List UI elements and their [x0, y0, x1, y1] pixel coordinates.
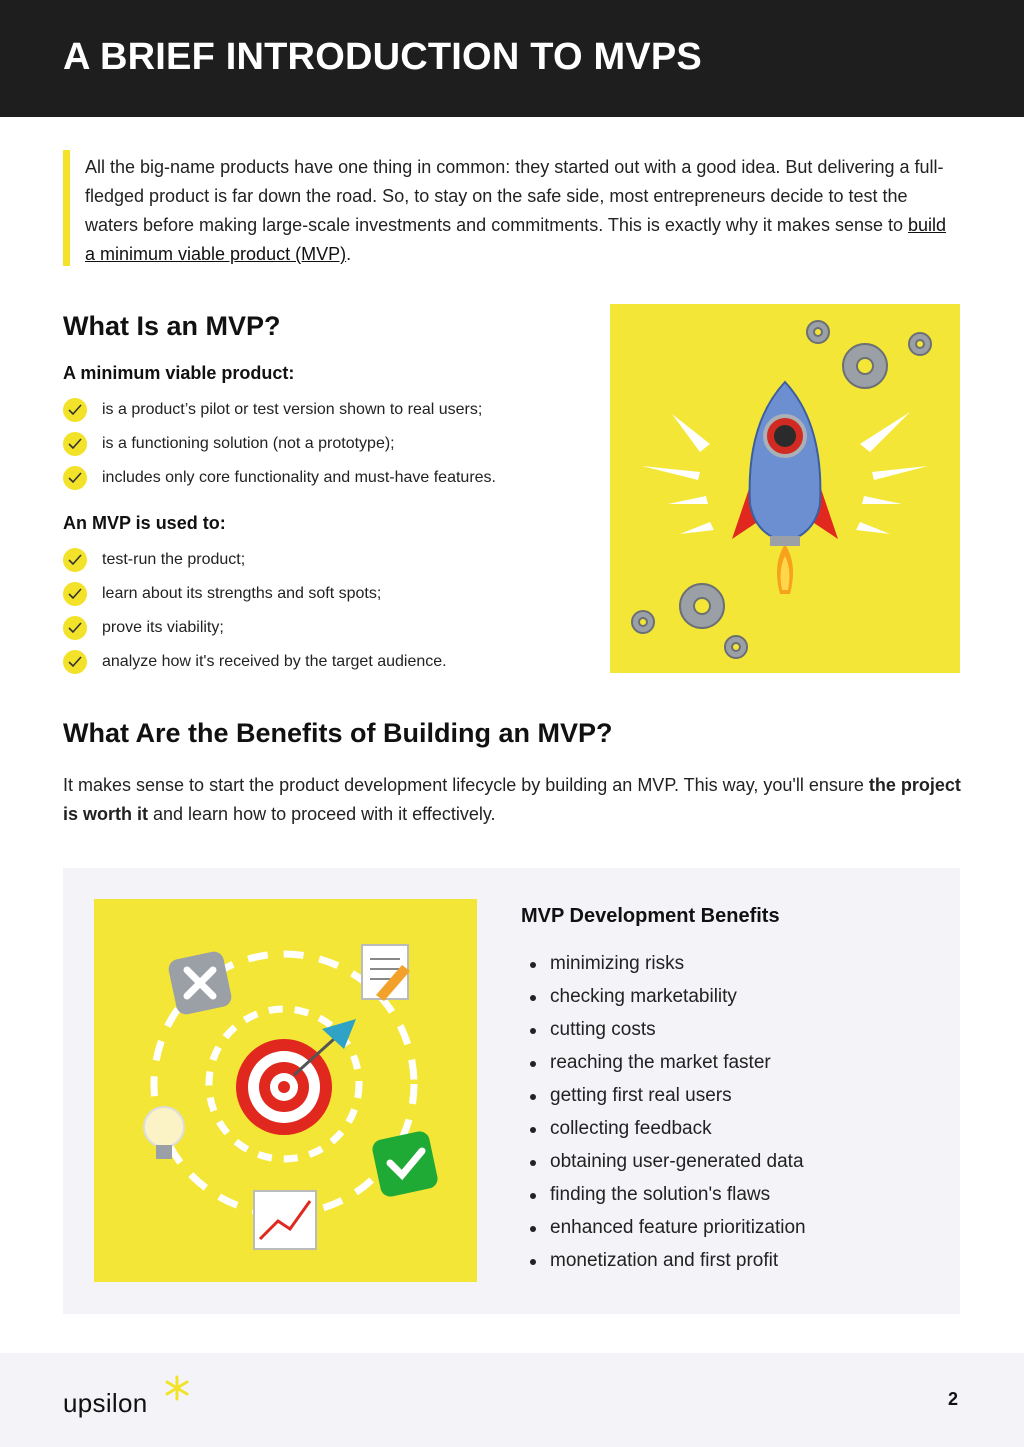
checkmark-icon [63, 548, 87, 572]
benefits-text-end: and learn how to proceed with it effectively. [148, 804, 496, 824]
checkmark-icon [63, 650, 87, 674]
checkmark-icon [63, 432, 87, 456]
list-item: enhanced feature prioritization [521, 1214, 806, 1247]
list-item [63, 581, 447, 615]
memo-icon [362, 945, 410, 1001]
list-item: minimizing risks [521, 950, 806, 983]
list-item: monetization and first profit [521, 1247, 806, 1280]
list-item-text: is a product’s pilot or test version shown to real users; [102, 401, 483, 418]
list-item-text: includes only core functionality and must-have features. [102, 469, 496, 486]
list-item: obtaining user-generated data [521, 1148, 806, 1181]
benefits-heading: What Are the Benefits of Building an MVP? [63, 718, 613, 748]
list-item-text: learn about its strengths and soft spots; [102, 585, 382, 602]
checkmark-icon [63, 582, 87, 606]
page-footer [0, 1353, 1024, 1447]
benefits-paragraph [63, 771, 963, 829]
definition-title: A minimum viable product: [63, 363, 295, 383]
checkmark-icon [63, 466, 87, 490]
rocket-illustration [610, 304, 960, 673]
benefits-panel [63, 868, 960, 1314]
what-heading: What Is an MVP? [63, 311, 281, 341]
rocket-icon [732, 382, 838, 594]
check-mark-icon [371, 1130, 440, 1199]
mvp-link[interactable]: build a minimum viable product (MVP) [85, 215, 947, 264]
accent-bar [63, 150, 70, 266]
list-item [63, 547, 447, 581]
list-item-text: prove its viability; [102, 619, 224, 636]
list-item-text: analyze how it's received by the target audience. [102, 653, 447, 670]
list-item: collecting feedback [521, 1115, 806, 1148]
list-item [63, 431, 496, 465]
list-item: getting first real users [521, 1082, 806, 1115]
list-item [63, 465, 496, 499]
upsilon-logo: upsilon [63, 1388, 148, 1418]
page-header [0, 0, 1024, 117]
usage-list [63, 547, 447, 683]
list-item [63, 397, 496, 431]
lightbulb-icon [144, 1107, 184, 1159]
list-item [63, 615, 447, 649]
page-title: A BRIEF INTRODUCTION TO MVPS [63, 36, 702, 78]
benefits-list [521, 950, 806, 1280]
list-item: checking marketability [521, 983, 806, 1016]
intro-end: . [346, 244, 352, 264]
chart-increasing-icon [254, 1191, 316, 1249]
list-item: finding the solution's flaws [521, 1181, 806, 1214]
target-illustration [94, 899, 477, 1282]
checkmark-icon [63, 616, 87, 640]
asterisk-icon [164, 1375, 190, 1401]
list-item: cutting costs [521, 1016, 806, 1049]
intro-body: All the big-name products have one thing in common: they started out with a good idea. But delivering a full-fledged product is far down the road. So, to stay on the safe side, most entrepreneurs decide to test the waters before making large-scale investments and commitments. This is exactly why it makes sense to [85, 157, 944, 235]
benefits-text: It makes sense to start the product development lifecycle by building an MVP. This way, you'll ensure [63, 775, 869, 795]
definition-list [63, 397, 496, 499]
list-item [63, 649, 447, 683]
list-item: reaching the market faster [521, 1049, 806, 1082]
checkmark-icon [63, 398, 87, 422]
page-number: 2 [948, 1389, 959, 1409]
benefits-bold: the project is worth it [63, 775, 961, 824]
intro-quote [63, 150, 963, 266]
usage-title: An MVP is used to: [63, 513, 226, 533]
panel-title: MVP Development Benefits [521, 905, 780, 927]
list-item-text: test-run the product; [102, 551, 246, 568]
close-icon [167, 950, 233, 1016]
list-item-text: is a functioning solution (not a prototype); [102, 435, 395, 452]
intro-text [85, 153, 955, 269]
